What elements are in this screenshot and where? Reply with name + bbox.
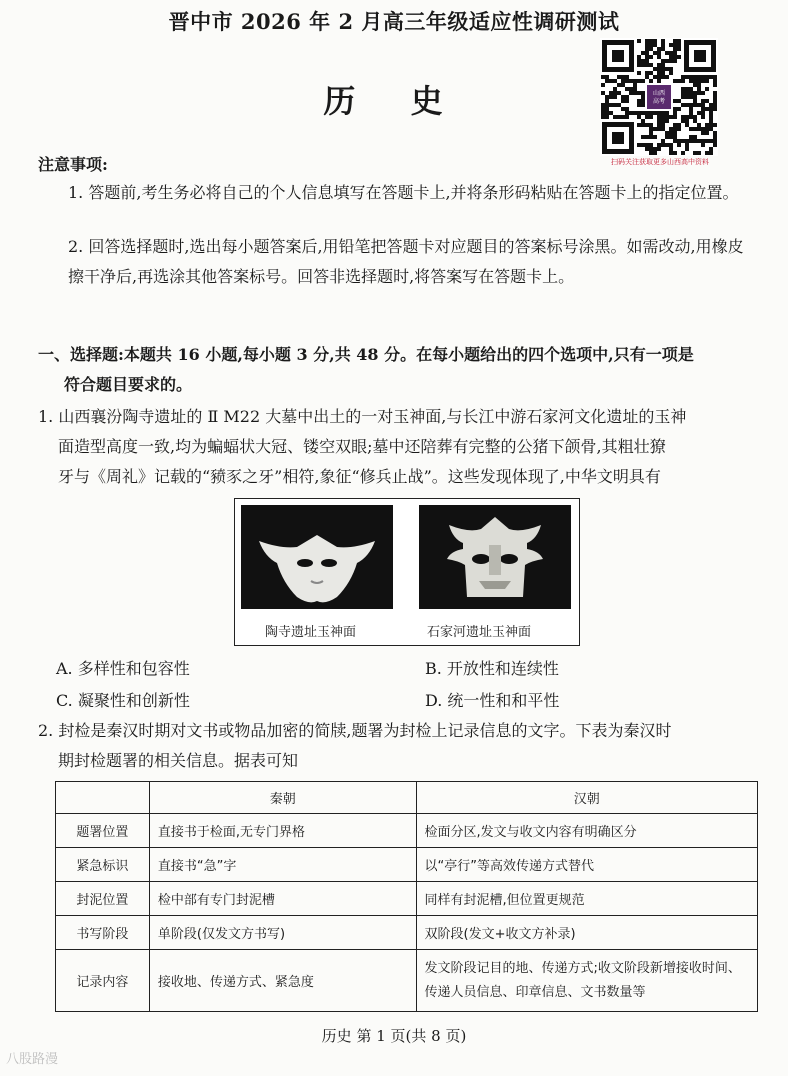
table-cell-han: 发文阶段记目的地、传递方式;收文阶段新增接收时间、传递人员信息、印章信息、文书数量等 — [416, 950, 757, 1012]
shijiahe-caption: 石家河遗址玉神面 — [427, 625, 532, 640]
table-header-cell: 秦朝 — [149, 782, 416, 814]
table-cell-han: 同样有封泥槽,但位置更规范 — [416, 882, 757, 916]
qr-code[interactable] — [600, 38, 718, 156]
notice-item-1: 1. 答题前,考生务必将自己的个人信息填写在答题卡上,并将条形码粘贴在答题卡上的指定位置。 — [68, 183, 739, 202]
table-row-label: 紧急标识 — [56, 848, 150, 882]
table-row — [56, 882, 758, 916]
subject-title: 历 史 — [323, 82, 465, 120]
q1-figure — [234, 498, 580, 646]
q1-option-a[interactable]: A. 多样性和包容性 — [56, 659, 190, 678]
table-cell-qin: 检中部有专门封泥槽 — [149, 882, 416, 916]
table-cell-han: 检面分区,发文与收文内容有明确区分 — [416, 814, 757, 848]
q1-option-b[interactable]: B. 开放性和连续性 — [425, 659, 559, 678]
section-heading-line2: 符合题目要求的。 — [64, 375, 193, 394]
table-cell-qin: 单阶段(仅发文方书写) — [149, 916, 416, 950]
table-row-label: 书写阶段 — [56, 916, 150, 950]
table-row — [56, 950, 758, 1012]
section-heading — [38, 340, 756, 400]
q2-line1: 2. 封检是秦汉时期对文书或物品加密的简牍,题署为封检上记录信息的文字。下表为秦汉时 — [38, 721, 672, 740]
shijiahe-jade-mask-image — [419, 505, 571, 609]
notice-item-2: 2. 回答选择题时,选出每小题答案后,用铅笔把答题卡对应题目的答案标号涂黑。如需改动,用橡皮擦干净后,再选涂其他答案标号。回答非选择题时,将答案写在答题卡上。 — [68, 237, 744, 286]
q1-line1: 1. 山西襄汾陶寺遗址的 Ⅱ M22 大墓中出土的一对玉神面,与长江中游石家河文化遗址的玉神 — [38, 407, 687, 426]
notice-heading: 注意事项: — [38, 155, 108, 174]
svg-text:高考: 高考 — [652, 98, 666, 105]
table-header-cell — [56, 782, 150, 814]
qr-caption: 扫码关注获取更多山西高中资料 — [611, 158, 709, 166]
table-header-row — [56, 782, 758, 814]
page-footer: 历史 第 1 页(共 8 页) — [321, 1027, 467, 1045]
qr-code-image — [600, 38, 718, 156]
table-row — [56, 848, 758, 882]
table-cell-qin: 直接书于检面,无专门界格 — [149, 814, 416, 848]
table-row-label: 记录内容 — [56, 950, 150, 1012]
watermark: 八股路漫 — [6, 1052, 59, 1067]
q1-option-d[interactable]: D. 统一性和和平性 — [425, 691, 560, 710]
q1-line3: 牙与《周礼》记载的“豮豕之牙”相符,象征“修兵止战”。这些发现体现了,中华文明具有 — [58, 467, 661, 486]
qr-logo-icon — [647, 85, 671, 109]
q1-option-c[interactable]: C. 凝聚性和创新性 — [56, 691, 190, 710]
table-row-label: 封泥位置 — [56, 882, 150, 916]
table-row-label: 题署位置 — [56, 814, 150, 848]
question-2 — [38, 716, 758, 776]
q2-line2: 期封检题署的相关信息。据表可知 — [58, 751, 299, 770]
section-heading-line1: 一、选择题:本题共 16 小题,每小题 3 分,共 48 分。在每小题给出的四个选项中,只有一项是 — [38, 345, 694, 364]
table-header-cell: 汉朝 — [416, 782, 757, 814]
exam-title: 晋中市 2026 年 2 月高三年级适应性调研测试 — [168, 9, 620, 34]
question-1 — [38, 402, 758, 492]
seal-inscription-table — [55, 781, 758, 1012]
taosi-caption: 陶寺遗址玉神面 — [265, 625, 357, 640]
table-row — [56, 814, 758, 848]
table-cell-han: 以“亭行”等高效传递方式替代 — [416, 848, 757, 882]
table-cell-qin: 接收地、传递方式、紧急度 — [149, 950, 416, 1012]
table-cell-han: 双阶段(发文+收文方补录) — [416, 916, 757, 950]
svg-text:山西: 山西 — [652, 90, 666, 97]
table-row — [56, 916, 758, 950]
table-cell-qin: 直接书“急”字 — [149, 848, 416, 882]
taosi-jade-mask-image — [241, 505, 393, 609]
q1-line2: 面造型高度一致,均为蝙蝠状大冠、镂空双眼;墓中还陪葬有完整的公猪下颌骨,其粗壮獠 — [58, 437, 666, 456]
